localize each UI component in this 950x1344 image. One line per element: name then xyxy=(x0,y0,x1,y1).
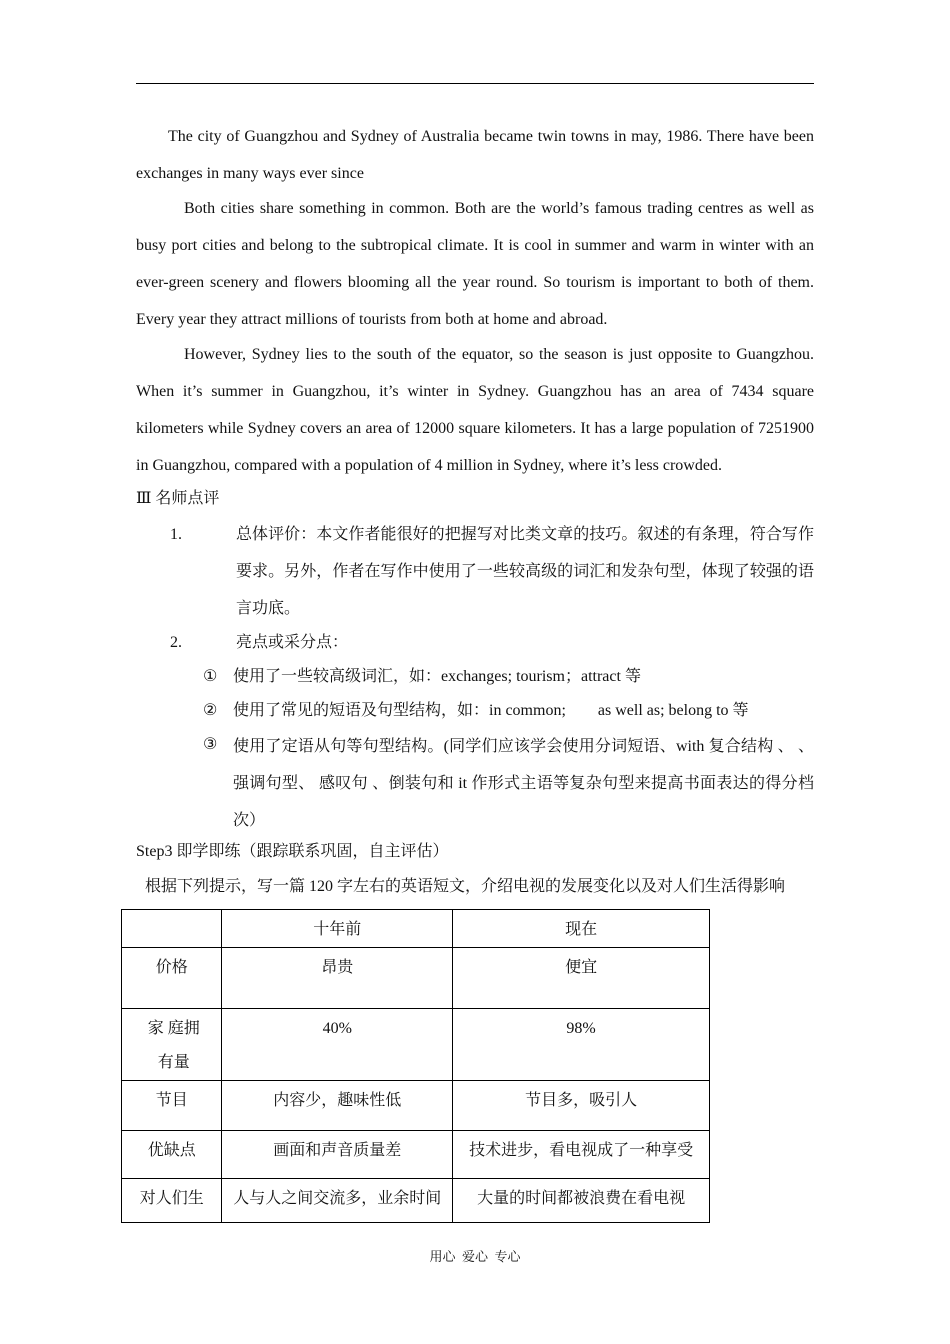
table-row xyxy=(122,948,710,1009)
table-row xyxy=(122,1179,710,1223)
step3-heading: Step3 即学即练（跟踪联系巩固，自主评估） xyxy=(136,843,449,860)
table-cell: 对人们生 xyxy=(122,1179,222,1223)
table-header-row xyxy=(122,910,710,948)
table-row xyxy=(122,1009,710,1081)
table-cell: 节目多，吸引人 xyxy=(453,1081,710,1131)
table-row xyxy=(122,1081,710,1131)
table-cell: 优缺点 xyxy=(122,1131,222,1179)
table-cell: 画面和声音质量差 xyxy=(222,1131,453,1179)
table-row xyxy=(122,1131,710,1179)
passage-paragraph-3: However, Sydney lies to the south of the equator, so the season is just opposite to Guangzhou. When it’s summer in Guangzhou, it’s winter in Sydney. Guangzhou has an area of 7434 square kilometers while Sydney covers an area of 12000 square kilometers. It has a large population of 7251900 in Guangzhou, compared with a population of 4 million in Sydney, where it’s less crowded. xyxy=(136,346,814,474)
table-header-cell: 现在 xyxy=(453,910,710,948)
point-1-marker: ① xyxy=(203,668,218,685)
review-heading: Ⅲ 名师点评 xyxy=(136,490,220,507)
point-3-text: 使用了定语从句等句型结构。(同学们应该学会使用分词短语、with 复合结构 、 、 强调句型、 感叹句 、倒装句和 it 作形式主语等复杂句型来提高书面表达的得分档次） xyxy=(233,738,814,829)
review-item-1-text: 总体评价：本文作者能很好的把握写对比类文章的技巧。叙述的有条理，符合写作要求。另外，作者在写作中使用了一些较高级的词汇和发杂句型，体现了较强的语言功底。 xyxy=(236,526,814,617)
table-cell: 大量的时间都被浪费在看电视 xyxy=(453,1179,710,1223)
review-item-2-number: 2. xyxy=(170,634,182,651)
table-header-cell xyxy=(122,910,222,948)
table-cell: 节目 xyxy=(122,1081,222,1131)
tv-comparison-table xyxy=(121,909,710,1223)
step3-instruction: 根据下列提示，写一篇 120 字左右的英语短文，介绍电视的发展变化以及对人们生活得影响 xyxy=(145,878,786,895)
point-1-text: 使用了一些较高级词汇，如：exchanges; tourism；attract 等 xyxy=(233,668,641,685)
point-3-marker: ③ xyxy=(203,736,218,753)
table-cell: 内容少，趣味性低 xyxy=(222,1081,453,1131)
table-cell: 便宜 xyxy=(453,948,710,1009)
review-item-1-number: 1. xyxy=(170,526,182,543)
passage-paragraph-2: Both cities share something in common. Both are the world’s famous trading centres as well as busy port cities and belong to the subtropical climate. It is cool in summer and warm in winter with an ever-green scenery and flowers blooming all the year round. So tourism is important to both of them. Every year they attract millions of tourists from both at home and abroad. xyxy=(136,200,814,328)
table-cell: 人与人之间交流多，业余时间 xyxy=(222,1179,453,1223)
table-header-cell: 十年前 xyxy=(222,910,453,948)
table-cell: 昂贵 xyxy=(222,948,453,1009)
table-cell: 技术进步，看电视成了一种享受 xyxy=(453,1131,710,1179)
review-item-2-text: 亮点或采分点： xyxy=(236,634,349,651)
table-cell: 40% xyxy=(222,1009,453,1081)
header-rule xyxy=(136,83,814,84)
point-2-text: 使用了常见的短语及句型结构，如：in common; as well as; belong to 等 xyxy=(233,702,749,719)
table-cell: 价格 xyxy=(122,948,222,1009)
table-cell: 98% xyxy=(453,1009,710,1081)
page-footer: 用心 爱心 专心 xyxy=(429,1249,521,1264)
passage-paragraph-1: The city of Guangzhou and Sydney of Australia became twin towns in may, 1986. There have been exchanges in many ways ever since xyxy=(136,128,814,182)
point-2-marker: ② xyxy=(203,702,218,719)
table-cell: 家 庭拥有量 xyxy=(122,1009,222,1081)
